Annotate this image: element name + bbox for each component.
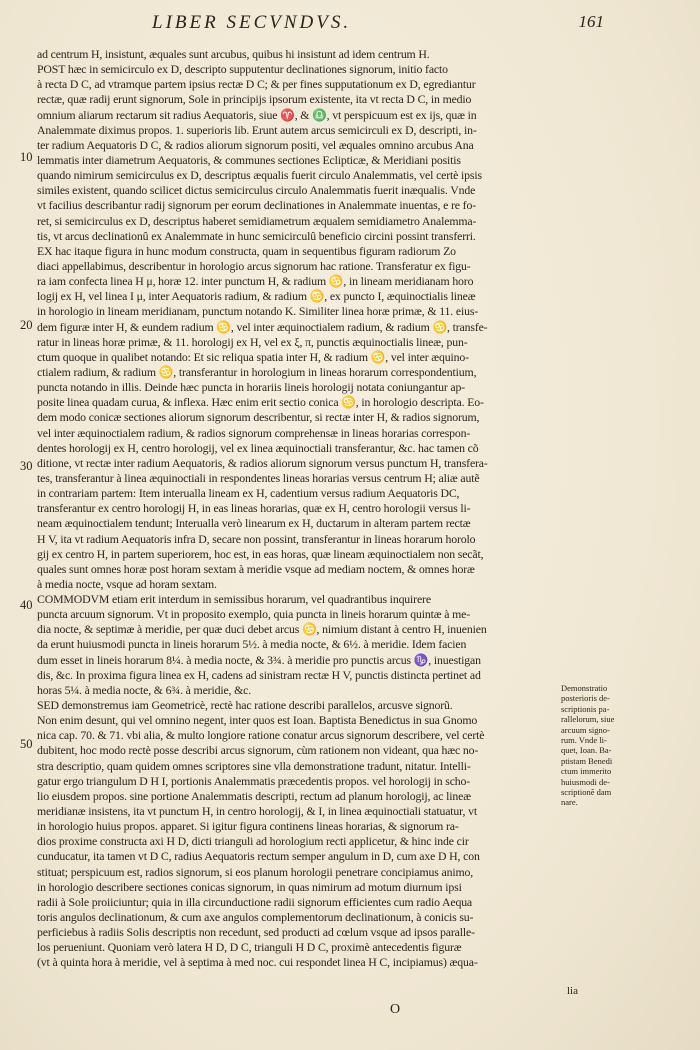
text-line: dum esset in lineis horarum 8¼. à media nocte, & 3¾. à meridie pro punctis arcus ♑, inuestigan bbox=[37, 652, 481, 667]
text-line: tes, transferantur à linea æquinoctiali in respondentes lineas horarias versus centrum H; aliæ autẽ bbox=[37, 470, 480, 485]
text-line: dia nocte, & septimæ à meridie, per quæ duci debet arcus ♋, nimium distant à centro H, inuenien bbox=[37, 622, 487, 637]
text-line: ditione, vt rectæ inter radium Aequatoris, & radios aliorum signorum versus punctum H, transfera- bbox=[37, 455, 488, 470]
margin-note-line: rallelorum, siue bbox=[561, 714, 615, 725]
text-line: vt facilius describantur radij signorum per eorum declinationes in Analemmate inuentas, e re fo- bbox=[37, 198, 476, 213]
line-number-column bbox=[0, 0, 36, 1050]
margin-note-line: ctum immerito bbox=[561, 766, 612, 777]
text-line: EX hac itaque figura in hunc modum constructa, quam in sequentibus figuram radiorum Zo bbox=[37, 243, 456, 258]
text-line: puncta arcuum signorum. Vt in proposito exemplo, quia puncta in lineis horarum quintæ à me- bbox=[37, 607, 471, 622]
margin-note-line: huiusmodi de- bbox=[561, 776, 610, 787]
text-line: vel inter æquinoctialem radium, & radios signorum comprehensæ in lineas horarias correspon- bbox=[37, 425, 471, 440]
margin-note-line: Demonstratio bbox=[561, 683, 608, 693]
text-line: SED demonstremus iam Geometricè, rectè hac ratione describi parallelos, arcusve signorũ. bbox=[37, 698, 453, 713]
text-line: tis, vt arcus declinationû ex Analemmate in hunc semicirculû beneficio circini possint transferri. bbox=[37, 228, 476, 243]
text-line: à media nocte, vsque ad horam sextam. bbox=[37, 576, 217, 591]
text-line: in contrariam partem: Item interualla lineam ex H, cadentium versus radium Aequatoris DC, bbox=[37, 486, 460, 501]
marginal-note bbox=[561, 683, 656, 808]
text-line: dubitent, hoc modo rectè posse describi arcus signorum, cùm rationem non videant, qua hæc no- bbox=[37, 743, 479, 758]
text-line: à recta D C, ad vtramque partem ipsius rectæ D C; & per fines supputationum ex D, egrediantur bbox=[37, 77, 476, 92]
text-line: stra descriptio, quam quidem omnes scriptores sine vlla demonstratione tradunt, nitatur. Intelli- bbox=[37, 758, 471, 773]
text-line: meridianæ insistens, ita vt punctum H, in centro horologij, & I, in linea æquinoctiali statuatur, vt bbox=[37, 804, 477, 819]
text-line: ra iam confecta linea H μ, horæ 12. inter punctum H, & radium ♋, in lineam meridianam horo bbox=[37, 274, 474, 289]
margin-note-line: quet, Ioan. Ba- bbox=[561, 745, 612, 756]
text-line: quales sunt omnes horæ post horam sextam à meridie vsque ad mediam noctem, & omnes horæ bbox=[37, 561, 475, 576]
margin-note-line: arcuum signo- bbox=[561, 724, 610, 735]
text-line: neam æquinoctialem tendunt; Interualla verò linearum ex H, ductarum in alteram partem rectæ bbox=[37, 516, 471, 531]
text-line: dentes horologij ex H, centro horologij, vel ex linea æquinoctiali transferantur, &c. hac tamen cõ bbox=[37, 440, 479, 455]
signature-mark: O bbox=[390, 1002, 401, 1017]
text-line: puncta notando in illis. Deinde hæc puncta in horariis lineis horologij notata coniungantur ap- bbox=[37, 380, 466, 395]
text-line: perficiebus à radiis Solis descriptis non recedunt, sed producti ad cœlum vsque ad ipsos paralle- bbox=[37, 925, 475, 940]
text-line: in horologio describere sectiones conicas signorum, in quas nimirum ad motum diurnum ipsi bbox=[37, 879, 462, 894]
text-line: (vt à quinta hora à meridie, vel à septima à med noc. cui respondet linea H C, incipiamus) æqua- bbox=[37, 955, 478, 970]
margin-note-line: posterioris de- bbox=[561, 693, 610, 704]
text-line: ctialem radium, & radium ♋, transferantur in horologium in lineas horarum correspondentium, bbox=[37, 364, 477, 379]
text-line: posite linea quadam curua, & inflexa. Hæc enim erit sectio conica ♋, in horologio descripta. Eo- bbox=[37, 395, 484, 410]
main-text-block bbox=[37, 47, 561, 971]
line-number-10: 10 bbox=[20, 150, 33, 164]
text-line: radii à Sole proiiciuntur; quia in illa circunductione radii signorum efficientes cum radio Aequa bbox=[37, 894, 473, 909]
running-title: LIBER SECVNDVS. bbox=[152, 12, 352, 33]
margin-note-line: ptistam Benedi bbox=[561, 755, 613, 766]
text-line: ctum quoque in qualibet notando: Et sic reliqua spatia inter H, & radium ♋, vel inter æquino- bbox=[37, 349, 469, 364]
text-line: dem figuræ inter H, & eundem radium ♋, vel inter æquinoctialem radium, & radium ♋, transfe- bbox=[37, 319, 488, 334]
text-line: Analemmate diximus propos. 1. superioris lib. Erunt autem arcus semicirculi ex D, descripti, in- bbox=[37, 122, 477, 137]
margin-note-line: scriptionis pa- bbox=[561, 703, 610, 714]
text-line: cunducatur, ita tamen vt D C, radius Aequatoris rectum semper angulum in D, cum axe D H, con bbox=[37, 849, 480, 864]
text-line: omnium aliarum rectarum sit radius Aequatoris, siue ♈, & ♎, vt perspicuum est ex ijs, quæ in bbox=[37, 107, 477, 122]
text-line: dis, &c. In proxima figura linea ex H, cadens ad sinistram rectæ H V, punctis distincta pertinet ad bbox=[37, 667, 481, 682]
text-line: Non enim desunt, qui vel omnino negent, inter quos est Ioan. Baptista Benedictus in sua Gnomo bbox=[37, 713, 478, 728]
page-number: 161 bbox=[578, 12, 604, 31]
text-line: quando nimirum semicirculus ex D, descriptus æqualis fuerit circulo Analemmatis, vel certè ipsis bbox=[37, 168, 482, 183]
text-line: ad centrum H, insistunt, æquales sunt arcubus, quibus hi insistunt ad idem centrum H. bbox=[37, 47, 430, 61]
text-line: gij ex centro H, in partem superiorem, hoc est, in eas horas, quæ lineam æquinoctialem non secãt, bbox=[37, 546, 484, 561]
text-line: nica cap. 70. & 71. vbi alia, & multo longiore ratione conatur arcus signorum describere, vel certè bbox=[37, 728, 485, 743]
text-line: in horologio huius propos. apparet. Si igitur figura continens lineas horarias, & signorum ra- bbox=[37, 819, 459, 834]
text-line: ratur in lineas horæ primæ, & 11. horologij ex H, vel ex ξ, π, punctis æquinoctialis lineæ, pun- bbox=[37, 334, 468, 349]
text-line: diaci appellabimus, describentur in horologio arcus signorum hac ratione. Transferatur ex figu- bbox=[37, 258, 471, 273]
text-line: gatur ergo triangulum D H I, portionis Analemmatis præcedentis propos. vel horologij in scho- bbox=[37, 773, 471, 788]
text-line: stituat; perspicuum est, radios signorum, si eos planum horologii penetrare concipiamus animo, bbox=[37, 864, 474, 879]
line-number-40: 40 bbox=[20, 598, 33, 612]
text-line: dem modo conicæ sectiones aliorum signorum describentur, si rectæ inter H, & radios signorum, bbox=[37, 410, 480, 425]
text-line: logij ex H, vel linea I μ, inter Aequatoris radium, & radium ♋, ex puncto I, æquinoctialis lineæ bbox=[37, 289, 476, 304]
margin-note-line: nare. bbox=[561, 797, 578, 808]
text-line: transferantur ex centro horologij H, in eas lineas horarias, quæ ex H, centro horologii versus li- bbox=[37, 501, 471, 516]
text-line: toris angulos declinationum, & cum axe angulos complementorum declinationum, à conicis su- bbox=[37, 910, 474, 925]
line-number-50: 50 bbox=[20, 737, 33, 751]
text-line: H V, ita vt radium Aequatoris infra D, secare non possint, transferantur in lineas horarum horolo bbox=[37, 531, 476, 546]
page-header bbox=[40, 6, 604, 36]
text-line: lio eiusdem propos. sine portione Analemmatis descripti, rectum ad planum horologij, ac lineæ bbox=[37, 788, 471, 803]
text-line: lemmatis inter diametrum Aequatoris, & communes sectiones Eclipticæ, & Meridiani positis bbox=[37, 152, 461, 167]
margin-note-line: scriptionẽ dam bbox=[561, 786, 612, 797]
text-line: in horologio in lineam meridianam, punctum notando K. Similiter linea horæ primæ, & 11. eius- bbox=[37, 304, 479, 319]
catchword: lia bbox=[567, 985, 578, 997]
margin-note-line: rum. Vnde li- bbox=[561, 734, 607, 745]
text-line: ter radium Aequatoris D C, & radios aliorum signorum positi, vel æquales omnino arcubus Ana bbox=[37, 137, 474, 152]
text-line: POST hæc in semicirculo ex D, descripto supputentur declinationes signorum, initio facto bbox=[37, 62, 448, 77]
text-line: similes existent, quando scilicet dictus semicirculus circulo Analemmatis fuerit inæqualis. Vnde bbox=[37, 183, 476, 198]
text-line: horas 5¼. à media nocte, & 6¾. à meridie, &c. bbox=[37, 682, 252, 697]
text-line: COMMODVM etiam erit interdum in semissibus horarum, vel quadrantibus inquirere bbox=[37, 592, 431, 607]
line-number-20: 20 bbox=[20, 318, 33, 332]
text-line: los perueniunt. Quoniam verò latera H D, D C, trianguli H D C, proximè antecedentis figuræ bbox=[37, 940, 462, 955]
text-line: da erunt huiusmodi puncta in lineis horarum 5½. à media nocte, & 6½. à meridie. Idem facien bbox=[37, 637, 467, 652]
text-line: rectæ, quæ radij erunt signorum, Sole in principijs ipsorum existente, ita vt recta D C, in medio bbox=[37, 92, 472, 107]
line-number-30: 30 bbox=[20, 459, 33, 473]
text-line: ret, si semicirculus ex D, descriptus haberet semidiametrum æqualem semidiametro Analemma- bbox=[37, 213, 477, 228]
text-line: dios proxime constructa axi H D, dicti trianguli ad horologium recti applicetur, & hinc inde cir bbox=[37, 834, 469, 849]
